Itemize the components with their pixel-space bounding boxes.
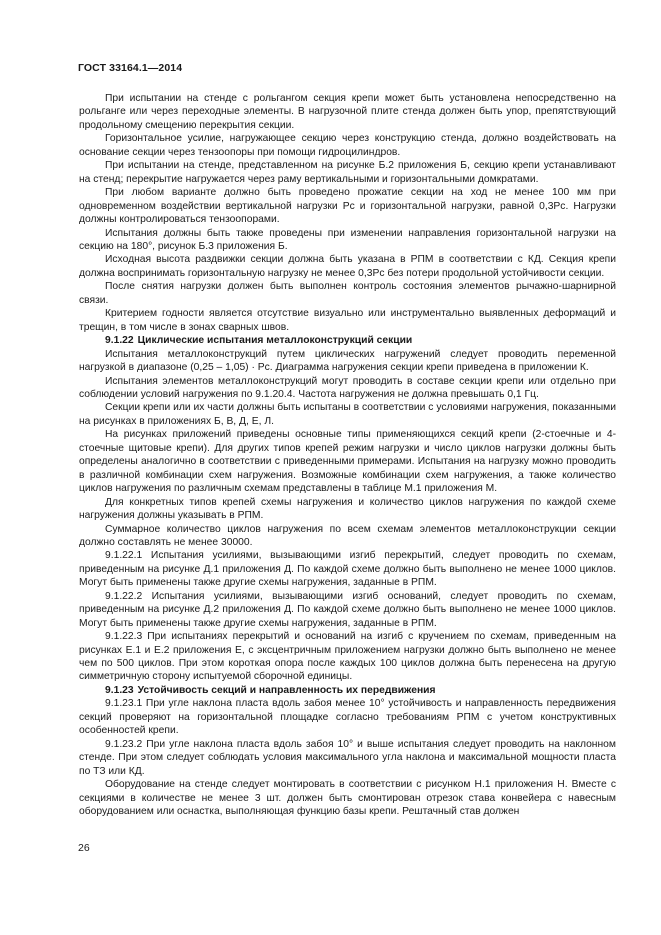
paragraph: Испытания должны быть также проведены при изменении направления горизонтальной нагрузки на секцию на 180°, рисунок Б.3 приложения Б.	[79, 227, 616, 252]
paragraph: Критерием годности является отсутствие визуально или инструментально выявленных деформаций и трещин, в том числе в зонах сварных швов.	[79, 308, 616, 333]
section-title: Устойчивость секций и направленность их передвижения	[137, 684, 436, 696]
document-header: ГОСТ 33164.1—2014	[78, 62, 183, 74]
paragraph: Суммарное количество циклов нагружения по всем схемам элементов металлоконструкции секции должно составлять не менее 30000.	[79, 523, 616, 548]
paragraph: Для конкретных типов крепей схемы нагружения и количество циклов нагружения по каждой схеме нагружения должны указывать в РПМ.	[79, 496, 616, 522]
paragraph: На рисунках приложений приведены основные типы применяющихся секций крепи (2-стоечные и 4-стоечные щитовые крепи). Для других типов крепей режим нагрузки и число циклов нагрузки должны быть определены аналогично в соответствии с приведенными примерами. Испытания на нагрузку можно проводить в различной комбинации схем нагружения. Возможные комбинации схем нагружения, а также количество циклов нагружения по различным схемам представлены в таблице М.1 приложения М.	[79, 429, 616, 495]
paragraph: 9.1.22.2 Испытания усилиями, вызывающими изгиб оснований, следует проводить по схемам, приведенным на рисунке Д.2 приложения Д. По каждой схеме должно быть выполнено не менее 1000 циклов. Могут быть применены также другие схемы нагружения, заданные в РПМ.	[79, 590, 616, 629]
paragraph: 9.1.22.3 При испытаниях перекрытий и оснований на изгиб с кручением по схемам, приведенным на рисунках Е.1 и Е.2 приложения Е, с эксцентричным приложением нагрузки должно быть выполнено не менее чем по 500 циклов. При этом короткая опора после каждых 100 циклов должна быть перенесена на другую симметричную сторону испытуемой сборочной единицы.	[79, 631, 616, 683]
paragraph: Испытания металлоконструкций путем циклических нагружений следует проводить переменной нагрузкой в диапазоне (0,25 – 1,05) · Pс. Диаграмма нагружения секции крепи приведена в приложении К.	[79, 348, 616, 374]
section-title: Циклические испытания металлоконструкций секции	[137, 335, 413, 347]
paragraph: Оборудование на стенде следует монтировать в соответствии с рисунком Н.1 приложения Н. Вместе с секциями в количестве не менее 3 шт. должен быть смонтирован отрезок става конвейера с навесным оборудованием или оснастка, выполняющая функцию базы крепи. Рештачный став должен	[79, 779, 616, 818]
page-body	[79, 92, 616, 818]
paragraph: При любом варианте должно быть проведено прожатие секции на ход не менее 100 мм при одновременном воздействии вертикальной нагрузки Pс и горизонтальной нагрузки, равной 0,3Pс. Нагрузки должны контролироваться тензоопорами.	[79, 187, 616, 226]
section-number: 9.1.22	[105, 335, 134, 347]
section-number: 9.1.23	[105, 684, 134, 696]
section-heading-9-1-22	[79, 334, 616, 347]
section-heading-9-1-23	[79, 684, 616, 697]
paragraph: Исходная высота раздвижки секции должна быть указана в РПМ в соответствии с КД. Секция крепи должна воспринимать горизонтальную нагрузку не менее 0,3Pс без потери продольной устойчивости секции.	[79, 254, 616, 279]
paragraph: Горизонтальное усилие, нагружающее секцию через конструкцию стенда, должно воздействовать на основание секции через тензоопоры при помощи гидроцилиндров.	[79, 133, 616, 158]
paragraph: 9.1.23.2 При угле наклона пласта вдоль забоя 10° и выше испытания следует проводить на наклонном стенде. При этом следует соблюдать условия максимального угла наклона и максимальной мощности пласта по ТЗ или КД.	[79, 738, 616, 777]
paragraph: 9.1.22.1 Испытания усилиями, вызывающими изгиб перекрытий, следует проводить по схемам, приведенным на рисунке Д.1 приложения Д. По каждой схеме должно быть выполнено не менее 1000 циклов. Могут быть применены также другие схемы нагружения, заданные в РПМ.	[79, 550, 616, 589]
paragraph: Секции крепи или их части должны быть испытаны в соответствии с условиями нагружения, показанными на рисунках в приложениях Б, В, Д, Е, Л.	[79, 402, 616, 427]
paragraph: При испытании на стенде, представленном на рисунке Б.2 приложения Б, секцию крепи устанавливают на стенд; перекрытие нагружается через раму вертикальными и горизонтальными домкратами.	[79, 160, 616, 185]
paragraph: 9.1.23.1 При угле наклона пласта вдоль забоя менее 10° устойчивость и направленность передвижения секций проверяют на горизонтальной площадке согласно требованиям РПМ с учетом конструктивных особенностей крепи.	[79, 698, 616, 737]
paragraph: Испытания элементов металлоконструкций могут проводить в составе секции крепи или отдельно при соблюдении условий нагружения по 9.1.20.4. Частота нагружения не должна превышать 0,1 Гц.	[79, 375, 616, 400]
paragraph: При испытании на стенде с рольгангом секция крепи может быть установлена непосредственно на рольганге или через переходные элементы. В нагрузочной плите стенда должен быть упор, препятствующий продольному смещению перекрытия секции.	[79, 93, 616, 131]
paragraph: После снятия нагрузки должен быть выполнен контроль состояния элементов рычажно-шарнирной связи.	[79, 281, 616, 306]
page-number: 26	[78, 842, 90, 854]
